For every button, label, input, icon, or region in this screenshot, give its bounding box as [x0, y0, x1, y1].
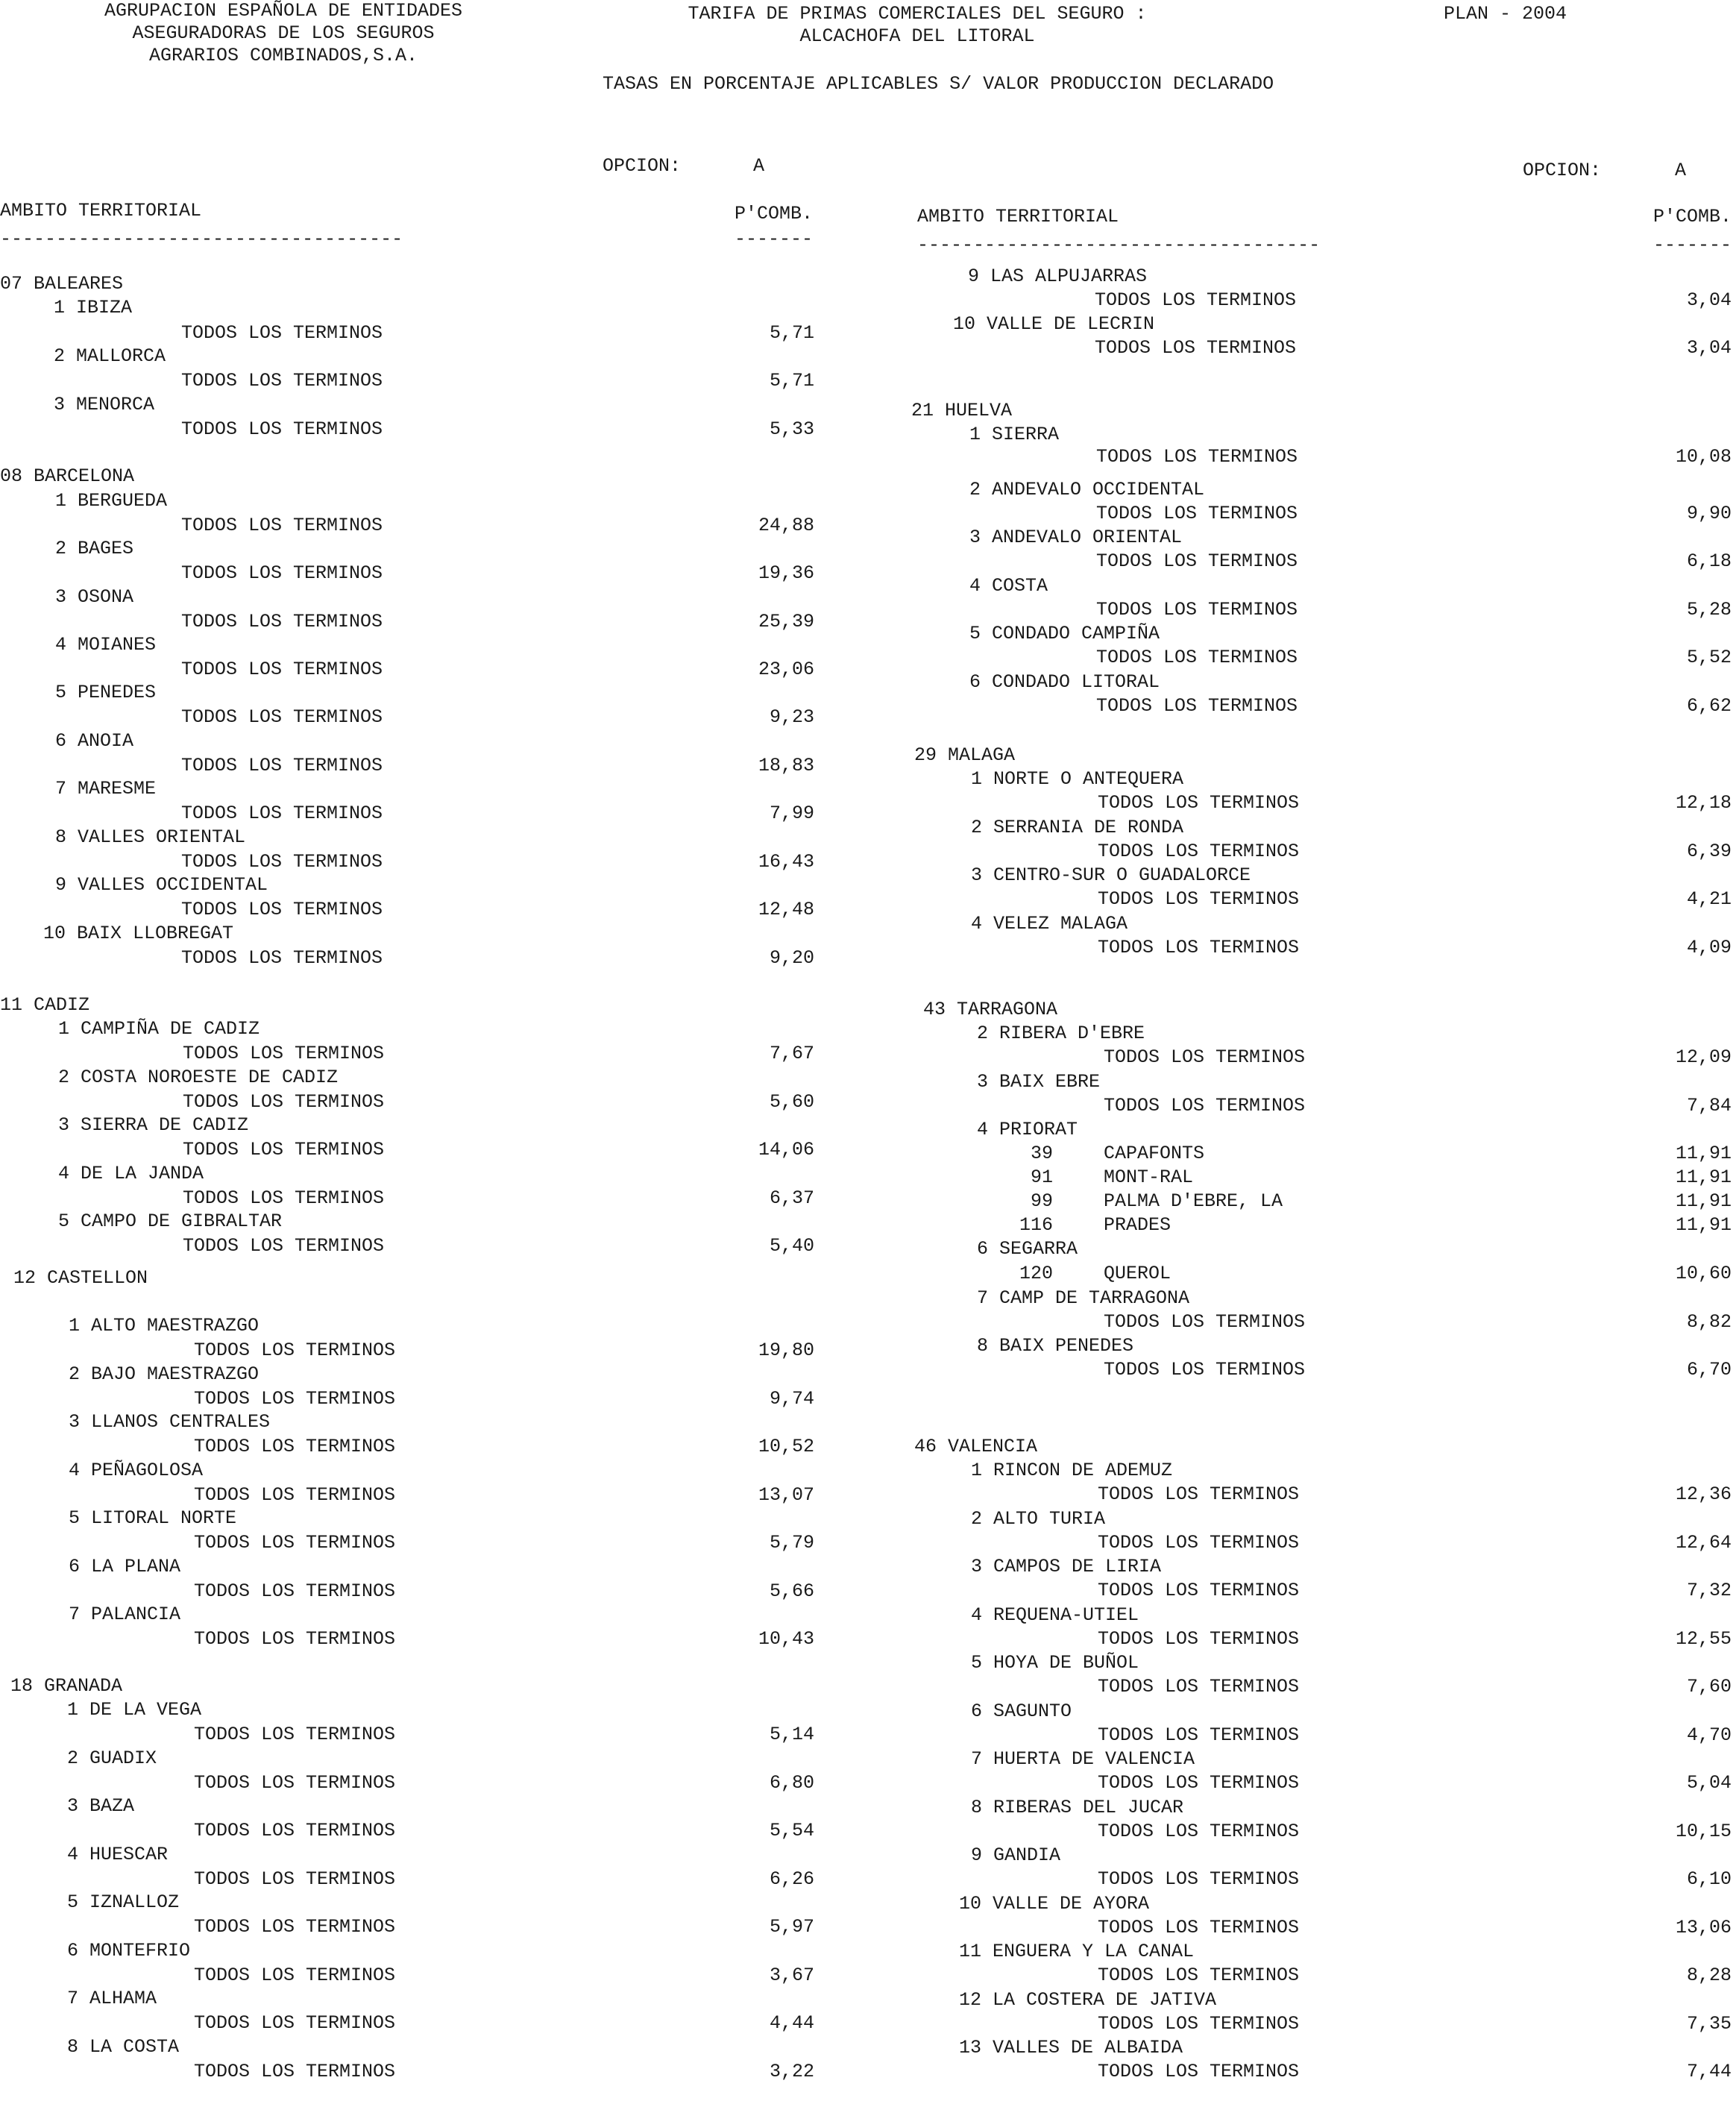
comarca-label: 5 HOYA DE BUÑOL [971, 1652, 1139, 1674]
terms-label: TODOS LOS TERMINOS [194, 1532, 396, 1554]
terms-label: TODOS LOS TERMINOS [181, 947, 383, 969]
rate-value: 5,79 [769, 1532, 814, 1554]
rate-value: 7,44 [1686, 2061, 1732, 2082]
municipality-name: PRADES [1104, 1214, 1172, 1236]
terms-label: TODOS LOS TERMINOS [1096, 550, 1298, 572]
comarca-label: 3 CENTRO-SUR O GUADALORCE [971, 864, 1251, 886]
municipality-name: CAPAFONTS [1104, 1143, 1205, 1164]
terms-label: TODOS LOS TERMINOS [181, 322, 383, 344]
terms-label: TODOS LOS TERMINOS [194, 1724, 396, 1745]
province-heading: 07 BALEARES [0, 273, 124, 295]
province-heading: 43 TARRAGONA [923, 999, 1058, 1020]
comarca-label: 6 SEGARRA [977, 1238, 1078, 1260]
comarca-label: 5 LITORAL NORTE [69, 1507, 237, 1529]
terms-label: TODOS LOS TERMINOS [194, 1436, 396, 1457]
municipality-code: 120 [1019, 1263, 1053, 1284]
rate-value: 6,18 [1686, 550, 1732, 572]
rate-value: 7,32 [1686, 1580, 1732, 1601]
rate-value: 5,14 [769, 1724, 814, 1745]
rate-value: 24,88 [758, 515, 814, 536]
rate-value: 6,37 [769, 1187, 814, 1209]
terms-label: TODOS LOS TERMINOS [1096, 446, 1298, 468]
terms-label: TODOS LOS TERMINOS [181, 803, 383, 824]
terms-label: TODOS LOS TERMINOS [183, 1043, 385, 1064]
province-heading: 46 VALENCIA [914, 1436, 1038, 1457]
comarca-label: 5 CONDADO CAMPIÑA [969, 623, 1160, 644]
province-heading: 18 GRANADA [10, 1675, 123, 1697]
rate-value: 13,07 [758, 1484, 814, 1506]
terms-label: TODOS LOS TERMINOS [1098, 888, 1300, 910]
comarca-label: 6 LA PLANA [69, 1556, 181, 1577]
terms-label: TODOS LOS TERMINOS [181, 659, 383, 680]
rate-value: 5,66 [769, 1580, 814, 1602]
comarca-label: 9 GANDIA [971, 1844, 1061, 1866]
comarca-label: 3 CAMPOS DE LIRIA [971, 1556, 1162, 1577]
comarca-label: 5 PENEDES [55, 682, 157, 703]
comarca-label: 3 BAZA [67, 1795, 135, 1817]
plan-label: PLAN - 2004 [1444, 3, 1567, 25]
rate-value: 11,91 [1675, 1214, 1732, 1236]
comarca-label: 2 ANDEVALO OCCIDENTAL [969, 479, 1205, 500]
terms-label: TODOS LOS TERMINOS [194, 1388, 396, 1410]
terms-label: TODOS LOS TERMINOS [1104, 1095, 1306, 1117]
rate-value: 10,60 [1675, 1263, 1732, 1284]
rate-value: 16,43 [758, 851, 814, 873]
province-heading: 11 CADIZ [0, 994, 90, 1016]
comarca-label: 1 RINCON DE ADEMUZ [971, 1460, 1173, 1481]
rate-value: 11,91 [1675, 1190, 1732, 1212]
terms-label: TODOS LOS TERMINOS [1096, 599, 1298, 621]
title-line-1: TARIFA DE PRIMAS COMERCIALES DEL SEGURO : [688, 3, 1147, 25]
rate-value: 3,04 [1686, 289, 1732, 311]
right-col-ambito: AMBITO TERRITORIAL [917, 206, 1119, 227]
comarca-label: 4 COSTA [969, 575, 1048, 597]
rate-value: 12,18 [1675, 792, 1732, 814]
terms-label: TODOS LOS TERMINOS [1098, 1580, 1300, 1601]
comarca-label: 4 MOIANES [55, 634, 157, 656]
left-col-ambito: AMBITO TERRITORIAL [0, 200, 202, 222]
comarca-label: 3 LLANOS CENTRALES [69, 1411, 271, 1433]
province-heading: 08 BARCELONA [0, 465, 135, 487]
terms-label: TODOS LOS TERMINOS [1098, 841, 1300, 862]
comarca-label: 9 VALLES OCCIDENTAL [55, 874, 268, 896]
rate-value: 13,06 [1675, 1917, 1732, 1938]
rate-value: 5,40 [769, 1235, 814, 1257]
terms-label: TODOS LOS TERMINOS [194, 1628, 396, 1650]
comarca-label: 3 BAIX EBRE [977, 1071, 1101, 1093]
comarca-label: 2 GUADIX [67, 1747, 157, 1769]
comarca-label: 6 MONTEFRIO [67, 1940, 191, 1962]
terms-label: TODOS LOS TERMINOS [183, 1139, 385, 1161]
terms-label: TODOS LOS TERMINOS [1098, 1821, 1300, 1842]
terms-label: TODOS LOS TERMINOS [194, 1820, 396, 1841]
terms-label: TODOS LOS TERMINOS [183, 1235, 385, 1257]
terms-label: TODOS LOS TERMINOS [194, 2012, 396, 2034]
terms-label: TODOS LOS TERMINOS [1095, 289, 1297, 311]
right-opcion-label: OPCION: [1523, 160, 1602, 181]
comarca-label: 3 MENORCA [54, 394, 155, 415]
terms-label: TODOS LOS TERMINOS [181, 562, 383, 584]
right-opcion-value: A [1675, 160, 1687, 181]
comarca-label: 4 PEÑAGOLOSA [69, 1460, 204, 1481]
municipality-name: PALMA D'EBRE, LA [1104, 1190, 1283, 1212]
terms-label: TODOS LOS TERMINOS [194, 1484, 396, 1506]
org-line-3: AGRARIOS COMBINADOS,S.A. [148, 45, 418, 66]
terms-label: TODOS LOS TERMINOS [1098, 2013, 1300, 2035]
rate-value: 9,20 [769, 947, 814, 969]
rate-value: 6,39 [1686, 841, 1732, 862]
rate-value: 7,60 [1686, 1676, 1732, 1698]
rate-value: 5,33 [769, 418, 814, 440]
comarca-label: 3 ANDEVALO ORIENTAL [969, 527, 1183, 548]
org-line-2: ASEGURADORAS DE LOS SEGUROS [132, 22, 435, 44]
comarca-label: 2 COSTA NOROESTE DE CADIZ [58, 1067, 339, 1088]
rate-value: 10,43 [758, 1628, 814, 1650]
comarca-label: 1 NORTE O ANTEQUERA [971, 768, 1184, 790]
rate-value: 4,44 [769, 2012, 814, 2034]
comarca-label: 7 HUERTA DE VALENCIA [971, 1748, 1195, 1770]
terms-label: TODOS LOS TERMINOS [1096, 503, 1298, 524]
title-line-2: ALCACHOFA DEL LITORAL [799, 25, 1035, 47]
rate-value: 9,74 [769, 1388, 814, 1410]
terms-label: TODOS LOS TERMINOS [1098, 937, 1300, 958]
comarca-label: 3 OSONA [55, 586, 134, 608]
rate-value: 11,91 [1675, 1166, 1732, 1188]
comarca-label: 10 BAIX LLOBREGAT [43, 923, 234, 944]
rate-value: 10,08 [1675, 446, 1732, 468]
comarca-label: 2 BAGES [55, 538, 134, 559]
rate-value: 6,26 [769, 1868, 814, 1890]
rate-value: 4,70 [1686, 1724, 1732, 1746]
terms-label: TODOS LOS TERMINOS [181, 899, 383, 920]
comarca-label: 1 IBIZA [54, 297, 133, 318]
terms-label: TODOS LOS TERMINOS [1095, 337, 1297, 359]
rate-value: 3,22 [769, 2061, 814, 2082]
terms-label: TODOS LOS TERMINOS [1098, 1917, 1300, 1938]
province-heading: 21 HUELVA [911, 400, 1013, 421]
rate-value: 7,84 [1686, 1095, 1732, 1117]
terms-label: TODOS LOS TERMINOS [194, 1340, 396, 1361]
rate-value: 5,52 [1686, 647, 1732, 668]
comarca-label: 11 ENGUERA Y LA CANAL [959, 1941, 1195, 1962]
comarca-label: 6 ANOIA [55, 730, 134, 752]
terms-label: TODOS LOS TERMINOS [1098, 1724, 1300, 1746]
comarca-label: 6 SAGUNTO [971, 1700, 1072, 1722]
rate-value: 7,99 [769, 803, 814, 824]
rate-value: 5,97 [769, 1916, 814, 1938]
rate-value: 3,04 [1686, 337, 1732, 359]
rate-value: 5,28 [1686, 599, 1732, 621]
municipality-name: QUEROL [1104, 1263, 1172, 1284]
terms-label: TODOS LOS TERMINOS [1098, 792, 1300, 814]
rate-value: 6,10 [1686, 1868, 1732, 1890]
comarca-label: 2 RIBERA D'EBRE [977, 1023, 1145, 1044]
municipality-code: 99 [1030, 1190, 1053, 1212]
province-heading: 29 MALAGA [914, 744, 1016, 766]
comarca-label: 3 SIERRA DE CADIZ [58, 1114, 249, 1136]
rate-value: 5,71 [769, 370, 814, 392]
comarca-label: 6 CONDADO LITORAL [969, 671, 1160, 693]
terms-label: TODOS LOS TERMINOS [1098, 1532, 1300, 1554]
comarca-label: 8 LA COSTA [67, 2036, 180, 2058]
left-rule-ambito: ------------------------------------ [0, 228, 403, 250]
rate-value: 12,36 [1675, 1483, 1732, 1505]
rate-value: 9,23 [769, 706, 814, 728]
rate-value: 23,06 [758, 659, 814, 680]
comarca-label: 1 ALTO MAESTRAZGO [69, 1315, 260, 1337]
rate-value: 8,82 [1686, 1311, 1732, 1333]
terms-label: TODOS LOS TERMINOS [1098, 1676, 1300, 1698]
terms-label: TODOS LOS TERMINOS [181, 611, 383, 632]
left-opcion-label: OPCION: [603, 155, 682, 177]
rate-value: 8,28 [1686, 1965, 1732, 1986]
terms-label: TODOS LOS TERMINOS [194, 1916, 396, 1938]
province-heading: 12 CASTELLON [13, 1267, 148, 1289]
rate-value: 14,06 [758, 1139, 814, 1161]
terms-label: TODOS LOS TERMINOS [1098, 1965, 1300, 1986]
terms-label: TODOS LOS TERMINOS [181, 851, 383, 873]
rate-value: 12,48 [758, 899, 814, 920]
rate-value: 10,15 [1675, 1821, 1732, 1842]
comarca-label: 2 BAJO MAESTRAZGO [69, 1363, 260, 1385]
rate-value: 6,80 [769, 1772, 814, 1794]
left-opcion-value: A [753, 155, 765, 177]
comarca-label: 1 DE LA VEGA [67, 1699, 202, 1721]
comarca-label: 4 PRIORAT [977, 1119, 1078, 1140]
comarca-label: 1 CAMPIÑA DE CADIZ [58, 1018, 260, 1040]
terms-label: TODOS LOS TERMINOS [194, 2061, 396, 2082]
comarca-label: 2 MALLORCA [54, 345, 166, 367]
terms-label: TODOS LOS TERMINOS [194, 1580, 396, 1602]
rate-value: 10,52 [758, 1436, 814, 1457]
comarca-label: 8 VALLES ORIENTAL [55, 826, 246, 848]
terms-label: TODOS LOS TERMINOS [1098, 1628, 1300, 1650]
rate-value: 19,80 [758, 1340, 814, 1361]
comarca-label: 1 BERGUEDA [55, 490, 168, 512]
comarca-label: 5 CAMPO DE GIBRALTAR [58, 1210, 283, 1232]
municipality-code: 116 [1019, 1214, 1053, 1236]
terms-label: TODOS LOS TERMINOS [181, 515, 383, 536]
left-rule-pcomb: ------- [734, 228, 813, 250]
comarca-label: 7 MARESME [55, 778, 157, 800]
terms-label: TODOS LOS TERMINOS [1098, 2061, 1300, 2082]
comarca-label: 10 VALLE DE AYORA [959, 1893, 1150, 1915]
terms-label: TODOS LOS TERMINOS [1104, 1359, 1306, 1381]
comarca-label: 5 IZNALLOZ [67, 1891, 180, 1913]
right-rule-ambito: ------------------------------------ [917, 234, 1321, 256]
subtitle: TASAS EN PORCENTAJE APLICABLES S/ VALOR PRODUCCION DECLARADO [603, 73, 1274, 95]
terms-label: TODOS LOS TERMINOS [1096, 695, 1298, 717]
comarca-label: 7 ALHAMA [67, 1988, 157, 2009]
rate-value: 25,39 [758, 611, 814, 632]
rate-value: 12,09 [1675, 1046, 1732, 1068]
right-col-pcomb: P'COMB. [1652, 206, 1732, 227]
comarca-label: 8 BAIX PENEDES [977, 1335, 1134, 1357]
terms-label: TODOS LOS TERMINOS [183, 1091, 385, 1113]
comarca-label: 2 SERRANIA DE RONDA [971, 817, 1184, 838]
comarca-label: 4 DE LA JANDA [58, 1163, 204, 1184]
terms-label: TODOS LOS TERMINOS [181, 755, 383, 776]
terms-label: TODOS LOS TERMINOS [1104, 1311, 1306, 1333]
terms-label: TODOS LOS TERMINOS [181, 706, 383, 728]
comarca-label: 1 SIERRA [969, 424, 1060, 445]
terms-label: TODOS LOS TERMINOS [1104, 1046, 1306, 1068]
comarca-label: 7 PALANCIA [69, 1604, 181, 1625]
rate-value: 5,71 [769, 322, 814, 344]
municipality-name: MONT-RAL [1104, 1166, 1194, 1188]
rate-value: 3,67 [769, 1965, 814, 1986]
terms-label: TODOS LOS TERMINOS [1098, 1868, 1300, 1890]
rate-value: 7,35 [1686, 2013, 1732, 2035]
terms-label: TODOS LOS TERMINOS [1098, 1772, 1300, 1794]
comarca-label: 2 ALTO TURIA [971, 1508, 1106, 1530]
municipality-code: 39 [1030, 1143, 1053, 1164]
terms-label: TODOS LOS TERMINOS [181, 418, 383, 440]
org-line-1: AGRUPACION ESPAÑOLA DE ENTIDADES [104, 0, 463, 22]
comarca-label: 7 CAMP DE TARRAGONA [977, 1287, 1190, 1309]
left-col-pcomb: P'COMB. [734, 203, 813, 224]
rate-value: 6,70 [1686, 1359, 1732, 1381]
rate-value: 5,04 [1686, 1772, 1732, 1794]
rate-value: 4,21 [1686, 888, 1732, 910]
terms-label: TODOS LOS TERMINOS [194, 1868, 396, 1890]
municipality-code: 91 [1030, 1166, 1053, 1188]
rate-value: 19,36 [758, 562, 814, 584]
rate-value: 12,55 [1675, 1628, 1732, 1650]
right-rule-pcomb: ------- [1652, 234, 1732, 256]
rate-value: 7,67 [769, 1043, 814, 1064]
comarca-label: 12 LA COSTERA DE JATIVA [959, 1989, 1217, 2011]
rate-value: 11,91 [1675, 1143, 1732, 1164]
rate-value: 9,90 [1686, 503, 1732, 524]
comarca-label: 4 HUESCAR [67, 1844, 169, 1865]
terms-label: TODOS LOS TERMINOS [194, 1772, 396, 1794]
rate-value: 5,54 [769, 1820, 814, 1841]
terms-label: TODOS LOS TERMINOS [194, 1965, 396, 1986]
rate-value: 4,09 [1686, 937, 1732, 958]
comarca-label: 9 LAS ALPUJARRAS [968, 266, 1148, 287]
comarca-label: 8 RIBERAS DEL JUCAR [971, 1797, 1184, 1818]
comarca-label: 13 VALLES DE ALBAIDA [959, 2037, 1183, 2058]
comarca-label: 10 VALLE DE LECRIN [953, 313, 1155, 335]
rate-value: 12,64 [1675, 1532, 1732, 1554]
terms-label: TODOS LOS TERMINOS [1098, 1483, 1300, 1505]
rate-value: 18,83 [758, 755, 814, 776]
rate-value: 5,60 [769, 1091, 814, 1113]
terms-label: TODOS LOS TERMINOS [181, 370, 383, 392]
terms-label: TODOS LOS TERMINOS [183, 1187, 385, 1209]
terms-label: TODOS LOS TERMINOS [1096, 647, 1298, 668]
comarca-label: 4 VELEZ MALAGA [971, 913, 1128, 935]
comarca-label: 4 REQUENA-UTIEL [971, 1604, 1139, 1626]
rate-value: 6,62 [1686, 695, 1732, 717]
